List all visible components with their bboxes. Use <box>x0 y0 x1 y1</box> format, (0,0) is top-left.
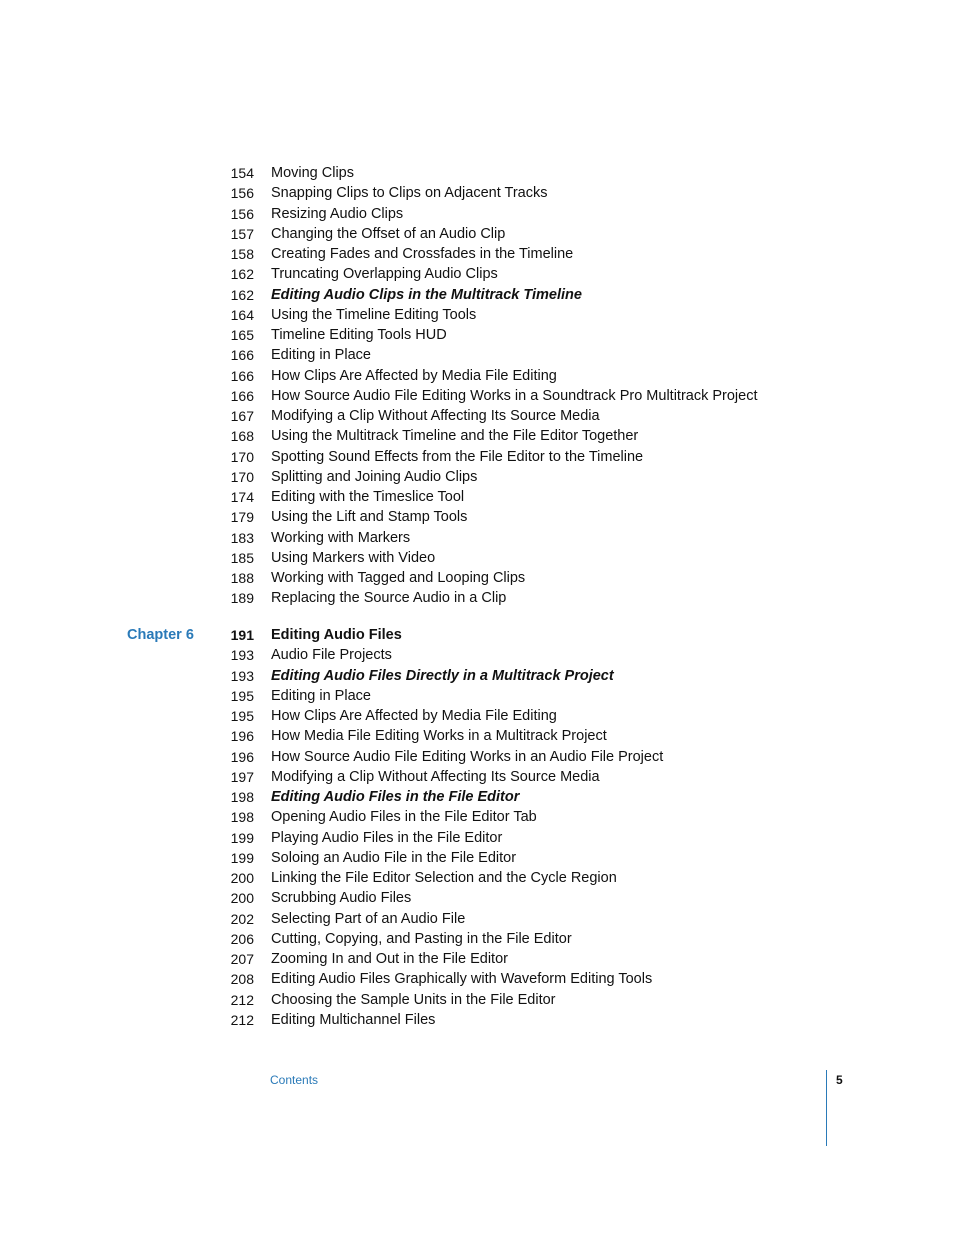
toc-entry-title[interactable]: Truncating Overlapping Audio Clips <box>271 266 498 283</box>
footer-section-title[interactable]: Contents <box>270 1073 319 1087</box>
toc-entry[interactable] <box>0 264 954 284</box>
toc-entry-title[interactable]: Using the Multitrack Timeline and the File Editor Together <box>271 428 639 445</box>
toc-entry-title[interactable]: Spotting Sound Effects from the File Editor to the Timeline <box>271 448 644 465</box>
toc-page-number: 166 <box>230 367 254 384</box>
toc-entry-title[interactable]: Replacing the Source Audio in a Clip <box>271 590 507 607</box>
chapter-label[interactable]: Chapter 6 <box>127 627 194 643</box>
footer-page-number: 5 <box>836 1073 843 1087</box>
toc-entry[interactable] <box>0 244 954 264</box>
toc-page-number: 212 <box>230 991 254 1008</box>
toc-entry[interactable] <box>0 588 954 608</box>
toc-page-number: 165 <box>230 327 254 343</box>
toc-page-number: 196 <box>230 748 254 765</box>
toc-page-number: 199 <box>230 849 254 866</box>
toc-entry[interactable] <box>0 726 954 746</box>
toc-entry[interactable] <box>0 868 954 888</box>
toc-entry-title[interactable]: Splitting and Joining Audio Clips <box>271 468 478 485</box>
toc-entry[interactable] <box>0 183 954 203</box>
toc-page-number: 193 <box>230 647 254 664</box>
toc-page-number: 198 <box>230 789 254 805</box>
toc-page-number: 198 <box>230 809 254 826</box>
toc-entry[interactable] <box>0 487 954 507</box>
toc-page-number: 166 <box>230 387 254 404</box>
toc-page-number: 157 <box>230 225 254 242</box>
toc-entry-title[interactable]: Using Markers with Video <box>271 549 436 566</box>
toc-entry-title[interactable]: Editing with the Timeslice Tool <box>271 489 465 505</box>
toc-entry-title[interactable]: Using the Lift and Stamp Tools <box>271 509 468 526</box>
toc-page-number: 158 <box>230 246 254 262</box>
toc-page-number: 168 <box>230 428 254 445</box>
toc-entry[interactable] <box>0 568 954 588</box>
toc-entry-title[interactable]: Editing Audio Files Graphically with Waveform Editing Tools <box>271 971 653 988</box>
toc-entry-title[interactable]: Editing in Place <box>271 687 371 704</box>
toc-page-number: 200 <box>230 890 254 907</box>
toc-entry-title[interactable]: Editing in Place <box>271 347 371 364</box>
toc-entry-title[interactable]: Changing the Offset of an Audio Clip <box>271 225 506 242</box>
toc-page-number: 156 <box>230 205 254 222</box>
footer-divider <box>826 1070 827 1146</box>
toc-page-number: 196 <box>230 728 254 745</box>
toc-page-number: 166 <box>230 347 254 364</box>
toc-entry[interactable] <box>0 345 954 365</box>
toc-page-number: 174 <box>230 489 254 505</box>
toc-entry-title[interactable]: Soloing an Audio File in the File Editor <box>271 849 517 866</box>
toc-entry[interactable] <box>0 828 954 848</box>
toc-page-number: 164 <box>230 306 254 323</box>
toc-entry[interactable] <box>0 386 954 406</box>
toc-entry[interactable] <box>0 325 954 345</box>
toc-entry[interactable] <box>0 747 954 767</box>
toc-entry-title[interactable]: Linking the File Editor Selection and the Cycle Region <box>271 870 617 886</box>
toc-entry-title[interactable]: Editing Audio Files in the File Editor <box>271 789 520 805</box>
toc-entry-title[interactable]: Choosing the Sample Units in the File Editor <box>271 991 556 1008</box>
toc-entry[interactable] <box>0 686 954 706</box>
toc-entry-title[interactable]: How Source Audio File Editing Works in a Soundtrack Pro Multitrack Project <box>271 387 758 404</box>
toc-page-number: 188 <box>230 570 254 586</box>
toc-entry-title[interactable]: Modifying a Clip Without Affecting Its Source Media <box>271 408 600 424</box>
toc-entry[interactable] <box>0 426 954 446</box>
toc-page-number: 207 <box>230 951 254 967</box>
toc-page-number: 167 <box>230 408 254 424</box>
toc-entry-title[interactable]: Editing Audio Files <box>271 627 402 643</box>
toc-entry[interactable] <box>0 366 954 386</box>
toc-entry-title[interactable]: Using the Timeline Editing Tools <box>271 306 477 323</box>
toc-page-number: 202 <box>230 910 254 927</box>
toc-entry-title[interactable]: Audio File Projects <box>271 647 392 664</box>
toc-entry-title[interactable]: Editing Multichannel Files <box>271 1011 436 1028</box>
toc-entry[interactable] <box>0 305 954 325</box>
toc-entry[interactable] <box>0 990 954 1010</box>
toc-entry-title[interactable]: Selecting Part of an Audio File <box>271 910 466 927</box>
toc-entry-title[interactable]: How Clips Are Affected by Media File Editing <box>271 367 557 384</box>
toc-entry-title[interactable]: How Source Audio File Editing Works in an Audio File Project <box>271 748 664 765</box>
toc-entry[interactable] <box>0 807 954 827</box>
toc-entry-title[interactable]: Editing Audio Clips in the Multitrack Timeline <box>271 286 582 303</box>
toc-entry-title[interactable]: Zooming In and Out in the File Editor <box>271 951 508 967</box>
toc-entry-title[interactable]: Moving Clips <box>271 165 354 181</box>
toc-page-number: 170 <box>230 448 254 465</box>
toc-section-entry[interactable] <box>0 285 954 305</box>
toc-entry-title[interactable]: Working with Tagged and Looping Clips <box>271 570 526 586</box>
toc-page-number: 154 <box>230 165 254 181</box>
toc-entry[interactable] <box>0 548 954 568</box>
toc-entry[interactable] <box>0 645 954 665</box>
toc-entry-title[interactable]: Working with Markers <box>271 529 411 546</box>
toc-entry-title[interactable]: Modifying a Clip Without Affecting Its Source Media <box>271 768 600 785</box>
toc-entry[interactable] <box>0 224 954 244</box>
toc-page-number: 185 <box>230 549 254 566</box>
toc-page-number: 200 <box>230 870 254 886</box>
toc-page-number: 206 <box>230 930 254 947</box>
toc-entry[interactable] <box>0 467 954 487</box>
toc-entry-title[interactable]: Cutting, Copying, and Pasting in the File Editor <box>271 930 572 947</box>
toc-entry-title[interactable]: Timeline Editing Tools HUD <box>271 327 447 343</box>
toc-entry[interactable] <box>0 163 954 183</box>
toc-page-number: 195 <box>230 687 254 704</box>
toc-section-entry[interactable] <box>0 787 954 807</box>
toc-page-number: 193 <box>230 667 254 684</box>
toc-entry-title[interactable]: Playing Audio Files in the File Editor <box>271 829 503 846</box>
toc-entry[interactable] <box>0 447 954 467</box>
toc-entry-title[interactable]: Resizing Audio Clips <box>271 205 404 222</box>
toc-entry[interactable] <box>0 848 954 868</box>
toc-entry-title[interactable]: Editing Audio Files Directly in a Multitrack Project <box>271 667 614 684</box>
toc-entry[interactable] <box>0 949 954 969</box>
toc-entry-title[interactable]: Creating Fades and Crossfades in the Timeline <box>271 246 574 262</box>
toc-entry[interactable] <box>0 929 954 949</box>
toc-page-number: 195 <box>230 708 254 724</box>
toc-page-number: 208 <box>230 971 254 988</box>
toc-entry[interactable] <box>0 406 954 426</box>
toc-page-number: 197 <box>230 768 254 785</box>
toc-entry-title[interactable]: Scrubbing Audio Files <box>271 890 412 907</box>
toc-page-number: 162 <box>230 286 254 303</box>
toc-entry[interactable] <box>0 528 954 548</box>
toc-entry[interactable] <box>0 1010 954 1030</box>
toc-entry[interactable] <box>0 706 954 726</box>
toc-entry[interactable] <box>0 507 954 527</box>
toc-page-number: 179 <box>230 509 254 526</box>
toc-entry[interactable] <box>0 969 954 989</box>
toc-entry-title[interactable]: Snapping Clips to Clips on Adjacent Tracks <box>271 185 548 202</box>
toc-entry-title[interactable]: Opening Audio Files in the File Editor Tab <box>271 809 537 826</box>
toc-entry-title[interactable]: How Media File Editing Works in a Multitrack Project <box>271 728 607 745</box>
toc-section-entry[interactable] <box>0 666 954 686</box>
toc-page-number: 170 <box>230 468 254 485</box>
toc-page-number: 191 <box>230 627 254 643</box>
toc-entry[interactable] <box>0 909 954 929</box>
toc-entry[interactable] <box>0 888 954 908</box>
toc-entry-title[interactable]: How Clips Are Affected by Media File Editing <box>271 708 557 724</box>
toc-page-number: 183 <box>230 529 254 546</box>
toc-entry[interactable] <box>0 767 954 787</box>
toc-page-number: 189 <box>230 590 254 607</box>
toc-page-number: 156 <box>230 185 254 202</box>
toc-page-number: 212 <box>230 1011 254 1028</box>
toc-entry[interactable] <box>0 204 954 224</box>
toc-page-number: 162 <box>230 266 254 283</box>
toc-page-number: 199 <box>230 829 254 846</box>
